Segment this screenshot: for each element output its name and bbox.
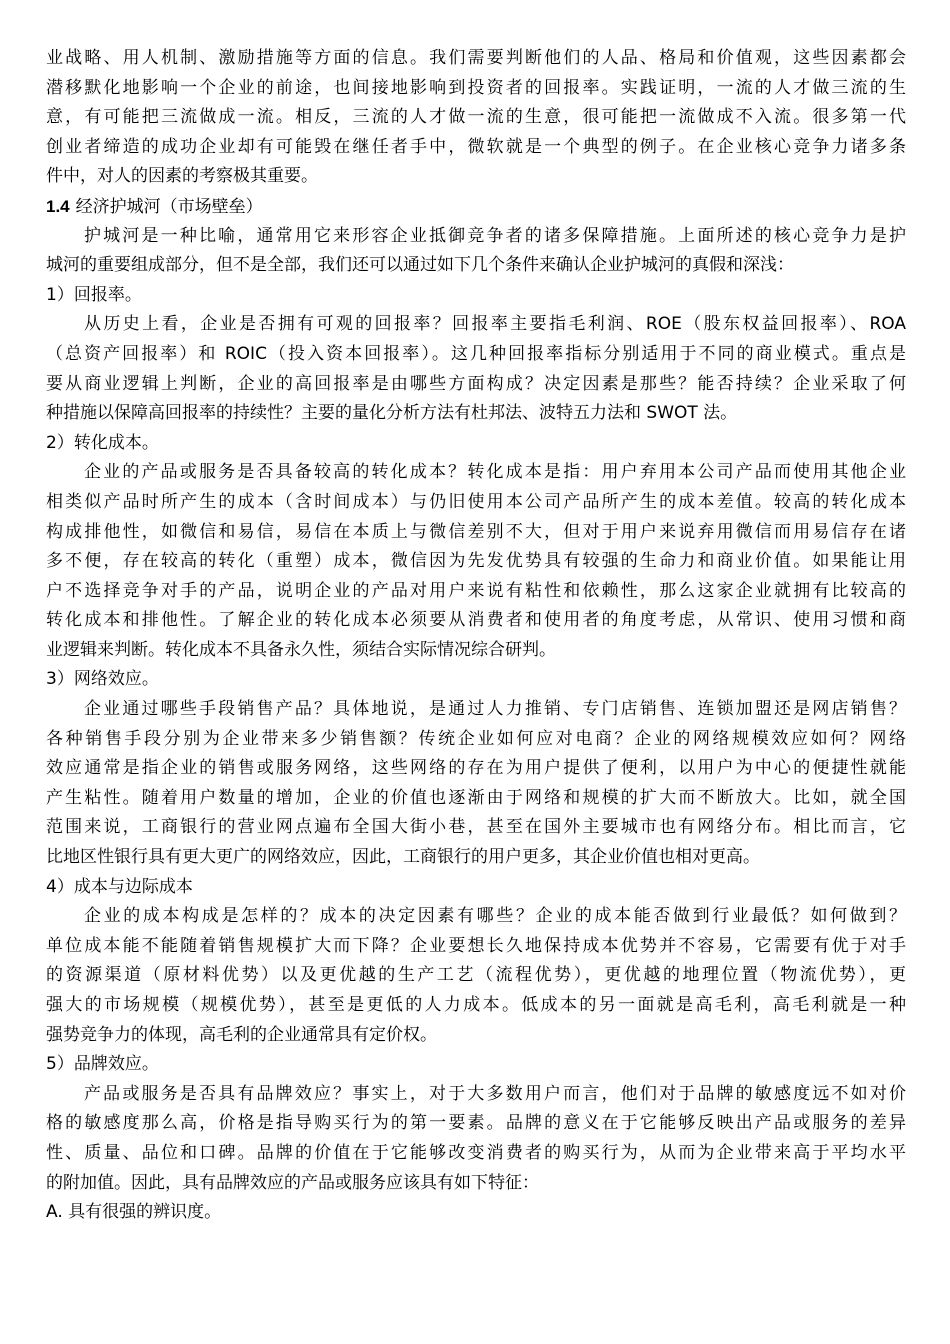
text-line: 件中，对人的因素的考察极其重要。 [46, 166, 318, 187]
section-number: 1.4 [46, 196, 70, 216]
list-item-network-effect: 3）网络效应。 [46, 669, 159, 690]
text-line: 意，有可能把三流做成一流。相反，三流的人才做一流的生意，很可能把一流做成不入流。很多第一代 [46, 107, 906, 128]
text-line: 种措施以保障高回报率的持续性？主要的量化分析方法有杜邦法、波特五力法和 SWOT 法。 [46, 403, 738, 424]
text-line: 户不选择竞争对手的产品，说明企业的产品对用户来说有粘性和依赖性，那么这家企业就拥有比较高的 [46, 580, 906, 601]
text-line: 各种销售手段分别为企业带来多少销售额？传统企业如何应对电商？企业的网络规模效应如何？网络 [46, 728, 906, 749]
text-line: 产品或服务是否具有品牌效应？事实上，对于大多数用户而言，他们对于品牌的敏感度远不如对价 [84, 1083, 906, 1104]
text-line: 企业通过哪些手段销售产品？具体地说，是通过人力推销、专门店销售、连锁加盟还是网店销售？ [84, 699, 906, 720]
list-item-marginal-cost: 4）成本与边际成本 [46, 876, 193, 897]
paragraph-return-rate [46, 310, 906, 428]
paragraph-moat-intro [46, 222, 906, 281]
section-title: 经济护城河（市场壁垒） [75, 196, 263, 217]
list-item-return-rate: 1）回报率。 [46, 284, 142, 305]
list-item-recognizability: A. 具有很强的辨识度。 [46, 1202, 222, 1223]
text-line: 业战略、用人机制、激励措施等方面的信息。我们需要判断他们的人品、格局和价值观，这些因素都会 [46, 48, 906, 68]
text-line: 要从商业逻辑上判断，企业的高回报率是由哪些方面构成？决定因素是那些？能否持续？企业采取了何 [46, 373, 906, 394]
text-line: 相类似产品时所产生的成本（含时间成本）与仍旧使用本公司产品所产生的成本差值。较高的转化成本 [46, 491, 906, 512]
paragraph-switching-cost [46, 458, 906, 665]
text-line: 企业的产品或服务是否具备较高的转化成本？转化成本是指：用户弃用本公司产品而使用其他企业 [84, 462, 906, 483]
text-line: 护城河是一种比喻，通常用它来形容企业抵御竞争者的诸多保障措施。上面所述的核心竞争力是护 [84, 225, 906, 246]
list-item-brand-effect: 5）品牌效应。 [46, 1054, 159, 1075]
paragraph-talent [46, 44, 906, 192]
text-line: 比地区性银行具有更大更广的网络效应，因此，工商银行的用户更多，其企业价值也相对更高。 [46, 847, 760, 868]
text-line: （总资产回报率）和 ROIC（投入资本回报率）。这几种回报率指标分别适用于不同的商业模式。重点是 [46, 343, 906, 364]
text-line: 效应通常是指企业的销售或服务网络，这些网络的存在为用户提供了便利，以用户为中心的便捷性就能 [46, 758, 906, 779]
paragraph-network-effect [46, 695, 906, 873]
text-line: 从历史上看，企业是否拥有可观的回报率？回报率主要指毛利润、ROE（股东权益回报率）、ROA [84, 314, 906, 335]
list-item-switching-cost: 2）转化成本。 [46, 432, 159, 453]
text-line: 产生粘性。随着用户数量的增加，企业的价值也逐渐由于网络和规模的扩大而不断放大。比如，就全国 [46, 787, 906, 808]
text-line: 范围来说，工商银行的营业网点遍布全国大街小巷，甚至在国外主要城市也有网络分布。相比而言，它 [46, 817, 906, 838]
text-line: 创业者缔造的成功企业却有可能毁在继任者手中，微软就是一个典型的例子。在企业核心竞争力诸多条 [46, 136, 906, 157]
paragraph-marginal-cost [46, 902, 906, 1050]
text-line: 企业的成本构成是怎样的？成本的决定因素有哪些？企业的成本能否做到行业最低？如何做到？ [84, 906, 906, 927]
text-line: 强势竞争力的体现，高毛利的企业通常具有定价权。 [46, 1024, 437, 1045]
section-heading [46, 192, 906, 222]
text-line: 性、质量、品位和口碑。品牌的价值在于它能够改变消费者的购买行为，从而为企业带来高于平均水平 [46, 1142, 906, 1163]
text-line: 转化成本和排他性。了解企业的转化成本必须要从消费者和使用者的角度考虑，从常识、使用习惯和商 [46, 610, 906, 631]
text-line: 潜移默化地影响一个企业的前途，也间接地影响到投资者的回报率。实践证明，一流的人才做三流的生 [46, 77, 906, 98]
text-line: 强大的市场规模（规模优势），甚至是更低的人力成本。低成本的另一面就是高毛利，高毛利就是一种 [46, 995, 906, 1015]
text-line: 单位成本能不能随着销售规模扩大而下降？企业要想长久地保持成本优势并不容易，它需要有优于对手 [46, 935, 906, 956]
text-line: 构成排他性，如微信和易信，易信在本质上与微信差别不大，但对于用户来说弃用微信而用易信存在诸 [46, 521, 906, 542]
text-line: 多不便，存在较高的转化（重塑）成本，微信因为先发优势具有较强的生命力和商业价值。如果能让用 [46, 551, 906, 572]
paragraph-brand-effect [46, 1080, 906, 1198]
text-line: 格的敏感度那么高，价格是指导购买行为的第一要素。品牌的意义在于它能够反映出产品或服务的差异 [46, 1113, 906, 1134]
text-line: 的资源渠道（原材料优势）以及更优越的生产工艺（流程优势），更优越的地理位置（物流优势），更 [46, 965, 906, 986]
text-line: 的附加值。因此，具有品牌效应的产品或服务应该具有如下特征： [46, 1172, 539, 1193]
text-line: 业逻辑来判断。转化成本不具备永久性，须结合实际情况综合研判。 [46, 639, 556, 660]
text-line: 城河的重要组成部分，但不是全部，我们还可以通过如下几个条件来确认企业护城河的真假和深浅： [46, 255, 794, 276]
